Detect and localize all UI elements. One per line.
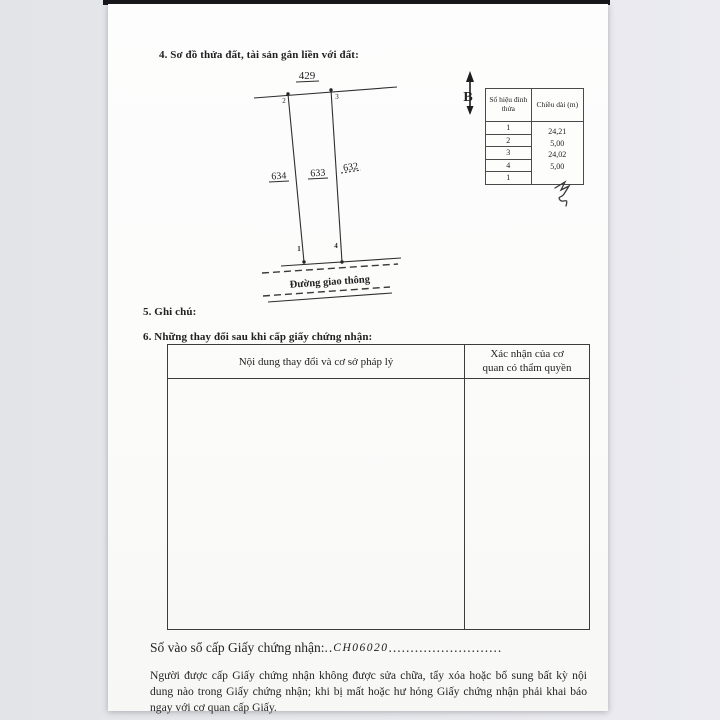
register-number-handwritten: CH06020 <box>333 642 389 654</box>
vertex-cell: 4 <box>486 160 531 173</box>
register-label: Số vào sổ cấp Giấy chứng nhận: <box>150 640 325 655</box>
adjacent-parcel-left-label: 634 <box>271 170 287 183</box>
vertex-cell: 3 <box>486 147 531 160</box>
adjacent-parcel-right-label: 632 <box>342 161 359 175</box>
north-letter: B <box>463 90 473 105</box>
north-arrowhead <box>466 71 474 82</box>
section4-title: 4. Sơ đồ thửa đất, tài sản gắn liền với đất: <box>159 49 359 61</box>
changes-table-body-col1 <box>168 379 465 629</box>
road-label: Đường giao thông <box>289 274 371 291</box>
section6-title: 6. Những thay đổi sau khi cấp giấy chứng nhận: <box>143 331 373 343</box>
register-trailing-dots: .......................... <box>388 640 503 655</box>
vertex-table-header-col1: Số hiệu đỉnh thửa <box>486 89 532 121</box>
section5-title: 5. Ghi chú: <box>143 306 197 318</box>
length-values-column <box>532 122 583 184</box>
parcel-number-label: 633 <box>310 167 326 180</box>
left-boundary-line <box>288 94 304 262</box>
length-cell: 24,02 <box>548 150 567 159</box>
right-boundary-line <box>331 90 342 262</box>
length-cell: 5,00 <box>550 161 565 171</box>
vertex-cell: 2 <box>486 135 531 148</box>
register-leading-dots: .. <box>324 640 334 655</box>
adjacent-parcel-top-label: 429 <box>298 70 316 82</box>
vertex-number-column <box>486 122 532 184</box>
changes-table-body <box>168 379 589 629</box>
changes-table-header-col2: Xác nhận của cơ quan có thẩm quyền <box>482 347 572 374</box>
road-dashed-line-top <box>262 264 398 273</box>
vertex-2-label: 2 <box>282 97 286 105</box>
vertex-table-body <box>486 122 583 184</box>
changes-table-header-col1: Nội dung thay đổi và cơ sở pháp lý <box>168 345 465 378</box>
vertex-table-header-col2: Chiều dài (m) <box>536 99 579 109</box>
handwritten-initial-mark <box>549 178 583 210</box>
changes-table-body-col2 <box>465 379 589 629</box>
vertex-table-header <box>486 89 583 122</box>
changes-table <box>167 344 590 630</box>
certificate-notice-text: Người được cấp Giấy chứng nhận không được sửa chữa, tẩy xóa hoặc bổ sung bất kỳ nội dung nào trong Giấy chứng nhận; khi bị mất hoặc hư hỏng Giấy chứng nhận phải khai báo ngay với cơ quan cấp Giấy. <box>150 669 587 714</box>
register-number-line <box>150 640 502 656</box>
parcel-diagram <box>248 62 423 307</box>
north-arrow-icon <box>457 70 483 116</box>
changes-table-header <box>168 345 589 379</box>
length-cell: 24,21 <box>548 127 567 136</box>
certificate-page <box>108 4 608 714</box>
vertex-length-table <box>485 88 584 185</box>
vertex-cell: 1 <box>486 122 531 135</box>
vertex-1-label: 1 <box>297 245 301 253</box>
north-arrow-tail <box>467 106 474 115</box>
vertex-cell: 1 <box>506 173 511 182</box>
vertex-1-dot <box>302 260 305 263</box>
length-cell: 5,00 <box>550 138 565 148</box>
vertex-3-label: 3 <box>335 93 339 101</box>
top-boundary-line <box>254 87 397 98</box>
vertex-4-label: 4 <box>334 242 338 250</box>
